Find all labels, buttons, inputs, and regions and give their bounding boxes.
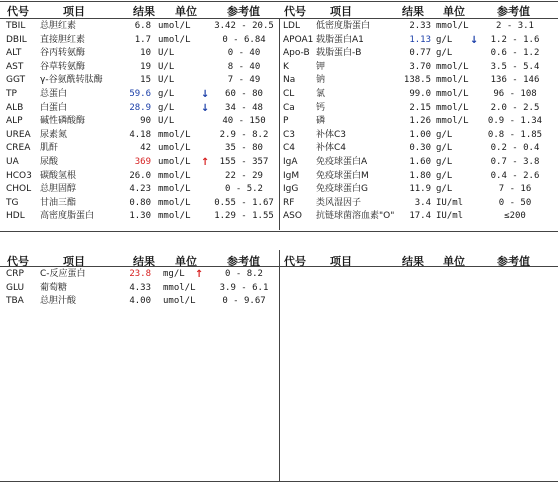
- code-cell: IgA: [283, 157, 298, 167]
- unit-cell: mmol/L: [436, 89, 469, 99]
- result-cell: 4.18: [129, 129, 151, 140]
- item-cell: 氯: [316, 89, 326, 99]
- code-cell: K: [283, 61, 289, 72]
- item-cell: γ-谷氨酰转肽酶: [40, 75, 103, 86]
- ref-cell: 0 - 6.84: [222, 34, 266, 45]
- ref-cell: 60 - 80: [225, 89, 263, 99]
- result-cell: 0.30: [409, 143, 431, 154]
- result-cell: 1.80: [409, 170, 431, 181]
- flag-cell: ↓: [470, 34, 479, 46]
- code-cell: CREA: [6, 143, 31, 154]
- header-unit-bottom-right: 单位: [443, 255, 465, 268]
- code-cell: UA: [6, 157, 19, 167]
- ref-cell: 155 - 357: [219, 157, 269, 167]
- ref-cell: 0.9 - 1.34: [487, 116, 543, 127]
- unit-cell: mmol/L: [436, 21, 469, 31]
- ref-cell: 0.7 - 3.8: [490, 157, 540, 167]
- header-ref: 参考值: [227, 5, 260, 18]
- header-unit: 单位: [175, 5, 197, 18]
- item-cell: 载脂蛋白A1: [316, 34, 364, 45]
- item-cell: 低密度脂蛋白: [316, 21, 371, 31]
- table-row: [0, 20, 558, 33]
- code-cell: TP: [6, 89, 17, 99]
- code-cell: LDL: [283, 21, 300, 31]
- header-unit-right: 单位: [443, 5, 465, 18]
- ref-cell: 22 - 29: [225, 170, 263, 181]
- result-cell: 369: [134, 157, 151, 167]
- unit-cell: U/L: [158, 48, 175, 59]
- code-cell: ASO: [283, 211, 302, 222]
- item-cell: 免疫球蛋白M: [316, 170, 369, 181]
- header-item-bottom-right: 项目: [330, 255, 352, 268]
- item-cell: 抗链球菌溶血素"O": [316, 211, 395, 222]
- ref-cell: 40 - 150: [222, 116, 266, 127]
- code-cell: ALT: [6, 48, 22, 59]
- ref-cell: 3.9 - 6.1: [219, 282, 269, 293]
- unit-cell: mmol/L: [436, 116, 469, 127]
- code-cell: C3: [283, 129, 296, 140]
- unit-cell: IU/ml: [436, 197, 464, 208]
- code-cell: TG: [6, 197, 19, 208]
- table-row: [0, 295, 558, 308]
- item-cell: 钙: [316, 102, 326, 113]
- ref-cell: 3.5 - 5.4: [490, 61, 540, 72]
- code-cell: Apo-B: [283, 48, 310, 59]
- result-cell: 138.5: [403, 75, 431, 86]
- code-cell: GGT: [6, 75, 26, 86]
- ref-cell: 35 - 80: [225, 143, 263, 154]
- code-cell: IgM: [283, 170, 300, 181]
- ref-cell: 2 - 3.1: [496, 21, 534, 31]
- unit-cell: mmol/L: [158, 211, 191, 222]
- ref-cell: 0.8 - 1.85: [487, 129, 543, 140]
- header-code: 代号: [7, 5, 29, 18]
- ref-cell: 34 - 48: [225, 102, 263, 113]
- table-row: [0, 268, 558, 281]
- top-section-bottom-border: [0, 231, 558, 232]
- item-cell: C-反应蛋白: [40, 269, 86, 279]
- result-cell: 3.70: [409, 61, 431, 72]
- table-row: [0, 61, 558, 74]
- item-cell: 谷草转氨酶: [40, 61, 86, 72]
- result-cell: 1.00: [409, 129, 431, 140]
- result-cell: 3.4: [414, 197, 431, 208]
- table-row: [0, 74, 558, 87]
- table-row: [0, 282, 558, 295]
- result-cell: 2.15: [409, 102, 431, 113]
- header-item-right: 项目: [330, 5, 352, 18]
- ref-cell: 0 - 8.2: [225, 269, 263, 279]
- unit-cell: umol/L: [158, 157, 191, 167]
- ref-cell: 1.2 - 1.6: [490, 34, 540, 45]
- item-cell: 直接胆红素: [40, 34, 86, 45]
- header-result-bottom-right: 结果: [402, 255, 424, 268]
- code-cell: CHOL: [6, 184, 32, 195]
- unit-cell: g/L: [158, 102, 175, 113]
- code-cell: ALB: [6, 102, 24, 113]
- ref-cell: 0 - 9.67: [222, 296, 266, 307]
- header-code-bottom: 代号: [7, 255, 29, 268]
- header-unit-bottom: 单位: [175, 255, 197, 268]
- ref-cell: 2.9 - 8.2: [219, 129, 269, 140]
- unit-cell: g/L: [436, 157, 453, 167]
- item-cell: 尿素氮: [40, 129, 68, 140]
- result-cell: 1.26: [409, 116, 431, 127]
- item-cell: 总蛋白: [40, 89, 68, 99]
- unit-cell: umol/L: [158, 21, 191, 31]
- item-cell: 总胆固醇: [40, 184, 77, 195]
- ref-cell: 0.4 - 2.6: [490, 170, 540, 181]
- item-cell: 载脂蛋白-B: [316, 48, 362, 59]
- ref-cell: 0 - 50: [498, 197, 532, 208]
- unit-cell: umol/L: [163, 296, 196, 307]
- item-cell: 免疫球蛋白A: [316, 157, 368, 167]
- item-cell: 肌酐: [40, 143, 59, 154]
- result-cell: 90: [140, 116, 151, 127]
- unit-cell: U/L: [158, 75, 175, 86]
- result-cell: 4.00: [129, 296, 151, 307]
- result-cell: 1.7: [134, 34, 151, 45]
- table-row: [0, 156, 558, 169]
- flag-cell: ↓: [201, 102, 210, 114]
- result-cell: 4.33: [129, 282, 151, 293]
- result-cell: 42: [140, 143, 151, 154]
- ref-cell: 3.42 - 20.5: [214, 21, 274, 31]
- unit-cell: umol/L: [158, 143, 191, 154]
- result-cell: 19: [140, 61, 151, 72]
- code-cell: UREA: [6, 129, 31, 140]
- code-cell: APOA1: [283, 34, 314, 45]
- code-cell: RF: [283, 197, 295, 208]
- ref-cell: 0.55 - 1.67: [214, 197, 274, 208]
- header-ref-bottom-right: 参考值: [497, 255, 530, 268]
- result-cell: 0.77: [409, 48, 431, 59]
- header-ref-right: 参考值: [497, 5, 530, 18]
- result-cell: 28.9: [129, 102, 151, 113]
- code-cell: DBIL: [6, 34, 27, 45]
- item-cell: 碱性磷酸酶: [40, 116, 86, 127]
- flag-cell: ↓: [201, 89, 210, 100]
- flag-cell: ↑: [195, 269, 204, 280]
- header-code-right: 代号: [284, 5, 306, 18]
- table-row: [0, 88, 558, 101]
- code-cell: TBIL: [6, 21, 26, 31]
- result-cell: 59.6: [129, 89, 151, 99]
- unit-cell: U/L: [158, 61, 175, 72]
- code-cell: HDL: [6, 211, 25, 222]
- table-row: [0, 142, 558, 155]
- item-cell: 补体C3: [316, 129, 347, 140]
- unit-cell: g/L: [436, 143, 453, 154]
- code-cell: ALP: [6, 116, 23, 127]
- code-cell: HCO3: [6, 170, 32, 181]
- table-row: [0, 170, 558, 183]
- result-cell: 2.33: [409, 21, 431, 31]
- item-cell: 谷丙转氨酶: [40, 48, 86, 59]
- ref-cell: 8 - 40: [227, 61, 261, 72]
- ref-cell: 136 - 146: [490, 75, 540, 86]
- unit-cell: g/L: [436, 184, 453, 195]
- table-row: [0, 197, 558, 210]
- item-cell: 高密度脂蛋白: [40, 211, 95, 222]
- unit-cell: g/L: [436, 48, 453, 59]
- unit-cell: mmol/L: [158, 129, 191, 140]
- unit-cell: mmol/L: [158, 197, 191, 208]
- unit-cell: mmol/L: [158, 170, 191, 181]
- unit-cell: IU/ml: [436, 211, 464, 222]
- result-cell: 10: [140, 48, 151, 59]
- flag-cell: ↑: [201, 157, 210, 168]
- report-section-top: [0, 0, 558, 232]
- code-cell: CL: [283, 89, 295, 99]
- ref-cell: 2.0 - 2.5: [490, 102, 540, 113]
- item-cell: 总胆红素: [40, 21, 77, 31]
- result-cell: 0.80: [129, 197, 151, 208]
- code-cell: C4: [283, 143, 296, 154]
- item-cell: 类风湿因子: [316, 197, 362, 208]
- result-cell: 1.13: [409, 34, 431, 45]
- unit-cell: umol/L: [158, 34, 191, 45]
- result-cell: 1.60: [409, 157, 431, 167]
- header-code-bottom-right: 代号: [284, 255, 306, 268]
- item-cell: 白蛋白: [40, 102, 68, 113]
- table-row: [0, 183, 558, 196]
- header-item-bottom: 项目: [63, 255, 85, 268]
- unit-cell: g/L: [436, 34, 453, 45]
- code-cell: GLU: [6, 282, 25, 293]
- table-row: [0, 102, 558, 115]
- header-ref-bottom: 参考值: [227, 255, 260, 268]
- unit-cell: mmol/L: [163, 282, 196, 293]
- ref-cell: 7 - 16: [498, 184, 532, 195]
- top-border: [0, 1, 558, 2]
- header-result: 结果: [133, 5, 155, 18]
- result-cell: 11.9: [409, 184, 431, 195]
- unit-cell: mg/L: [163, 269, 185, 279]
- ref-cell: 7 - 49: [227, 75, 261, 86]
- code-cell: TBA: [6, 296, 24, 307]
- code-cell: P: [283, 116, 289, 127]
- unit-cell: mmol/L: [436, 75, 469, 86]
- table-row: [0, 129, 558, 142]
- ref-cell: 0.6 - 1.2: [490, 48, 540, 59]
- result-cell: 6.8: [134, 21, 151, 31]
- unit-cell: mmol/L: [158, 184, 191, 195]
- ref-cell: 0 - 5.2: [225, 184, 263, 195]
- item-cell: 碳酸氢根: [40, 170, 77, 181]
- item-cell: 甘油三酯: [40, 197, 77, 208]
- item-cell: 免疫球蛋白G: [316, 184, 368, 195]
- item-cell: 钠: [316, 75, 326, 86]
- code-cell: Ca: [283, 102, 295, 113]
- result-cell: 26.0: [129, 170, 151, 181]
- result-cell: 4.23: [129, 184, 151, 195]
- unit-cell: mmol/L: [436, 61, 469, 72]
- result-cell: 99.0: [409, 89, 431, 99]
- code-cell: AST: [6, 61, 24, 72]
- result-cell: 17.4: [409, 211, 431, 222]
- code-cell: CRP: [6, 269, 24, 279]
- item-cell: 尿酸: [40, 157, 59, 167]
- item-cell: 磷: [316, 116, 326, 127]
- page-bottom-border: [0, 481, 558, 482]
- code-cell: Na: [283, 75, 296, 86]
- ref-cell: 0.2 - 0.4: [490, 143, 540, 154]
- code-cell: IgG: [283, 184, 299, 195]
- unit-cell: mmol/L: [436, 102, 469, 113]
- report-section-bottom: [0, 250, 558, 482]
- header-result-bottom: 结果: [133, 255, 155, 268]
- unit-cell: U/L: [158, 116, 175, 127]
- unit-cell: g/L: [436, 129, 453, 140]
- header-result-right: 结果: [402, 5, 424, 18]
- item-cell: 补体C4: [316, 143, 347, 154]
- ref-cell: 96 - 108: [493, 89, 537, 99]
- result-cell: 1.30: [129, 211, 151, 222]
- result-cell: 15: [140, 75, 151, 86]
- ref-cell: 1.29 - 1.55: [214, 211, 274, 222]
- unit-cell: g/L: [158, 89, 175, 99]
- unit-cell: g/L: [436, 170, 453, 181]
- item-cell: 钾: [316, 61, 326, 72]
- ref-cell: 0 - 40: [227, 48, 261, 59]
- result-cell: 23.8: [129, 269, 151, 279]
- table-row: [0, 47, 558, 60]
- item-cell: 总胆汁酸: [40, 296, 77, 307]
- ref-cell: ≤200: [504, 211, 526, 222]
- header-item: 项目: [63, 5, 85, 18]
- table-row: [0, 210, 558, 223]
- table-row: [0, 34, 558, 47]
- item-cell: 葡萄糖: [40, 282, 68, 293]
- table-row: [0, 115, 558, 128]
